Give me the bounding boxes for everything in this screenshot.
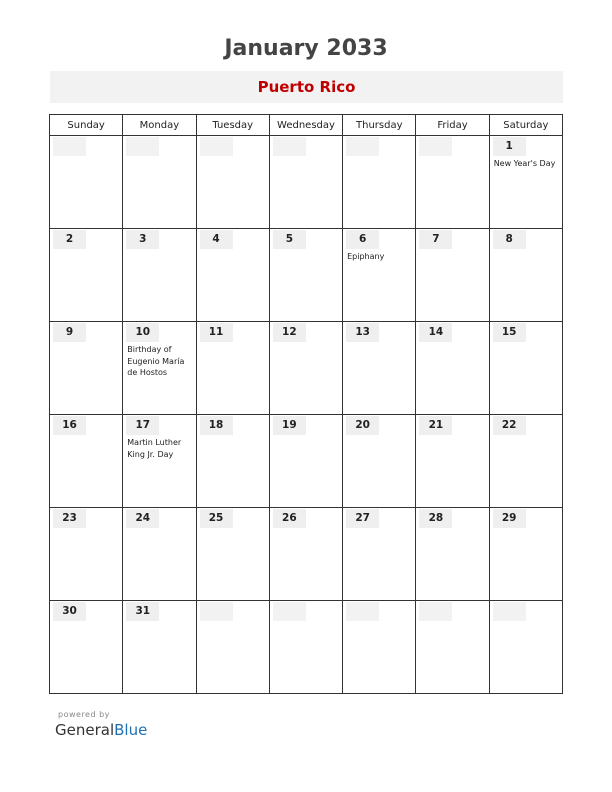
day-cell — [269, 322, 342, 415]
day-number: 17 — [126, 416, 159, 435]
day-cell — [50, 508, 123, 601]
week-row — [50, 322, 563, 415]
empty-day-box — [273, 137, 306, 156]
day-cell — [196, 415, 269, 508]
empty-day-box — [126, 137, 159, 156]
brand-blue: Blue — [114, 721, 148, 739]
day-cell — [343, 601, 416, 694]
day-cell — [343, 136, 416, 229]
weekday-saturday: Saturday — [489, 115, 562, 136]
weekday-monday: Monday — [123, 115, 196, 136]
weekday-sunday: Sunday — [50, 115, 123, 136]
day-cell — [416, 601, 489, 694]
empty-day-box — [419, 137, 452, 156]
day-number: 14 — [419, 323, 452, 342]
powered-by-label: powered by — [58, 710, 110, 719]
day-cell — [416, 136, 489, 229]
day-cell — [50, 136, 123, 229]
day-number: 24 — [126, 509, 159, 528]
holiday-label: Epiphany — [347, 252, 385, 261]
day-number: 30 — [53, 602, 86, 621]
day-cell — [343, 508, 416, 601]
empty-day-box — [53, 137, 86, 156]
week-row — [50, 508, 563, 601]
holiday-label: Birthday of Eugenio María de Hostos — [127, 345, 185, 377]
day-cell — [416, 322, 489, 415]
day-cell — [343, 322, 416, 415]
day-number: 16 — [53, 416, 86, 435]
day-number: 8 — [493, 230, 526, 249]
empty-day-box — [493, 602, 526, 621]
weekday-header-row — [50, 115, 563, 136]
day-cell — [269, 601, 342, 694]
empty-day-box — [273, 602, 306, 621]
weekday-friday: Friday — [416, 115, 489, 136]
day-cell — [489, 136, 562, 229]
generalblue-logo — [55, 721, 147, 739]
region-name: Puerto Rico — [257, 78, 356, 96]
day-cell — [123, 601, 196, 694]
weekday-wednesday: Wednesday — [269, 115, 342, 136]
day-cell — [269, 508, 342, 601]
day-number: 1 — [493, 137, 526, 156]
weekday-tuesday: Tuesday — [196, 115, 269, 136]
day-cell — [50, 322, 123, 415]
day-number: 20 — [346, 416, 379, 435]
empty-day-box — [200, 137, 233, 156]
day-number: 7 — [419, 230, 452, 249]
day-number: 6 — [346, 230, 379, 249]
day-cell — [489, 508, 562, 601]
day-cell — [489, 322, 562, 415]
calendar-title: January 2033 — [224, 36, 388, 61]
holiday-label: Martin Luther King Jr. Day — [127, 438, 182, 459]
day-cell — [489, 415, 562, 508]
day-cell — [196, 229, 269, 322]
day-cell — [123, 508, 196, 601]
day-number: 21 — [419, 416, 452, 435]
week-row — [50, 136, 563, 229]
empty-day-box — [346, 137, 379, 156]
day-number: 31 — [126, 602, 159, 621]
day-cell — [50, 415, 123, 508]
day-cell — [196, 601, 269, 694]
day-number: 27 — [346, 509, 379, 528]
day-cell — [416, 508, 489, 601]
week-row — [50, 229, 563, 322]
day-number: 10 — [126, 323, 159, 342]
day-cell — [50, 601, 123, 694]
day-cell — [196, 322, 269, 415]
brand-general: General — [55, 721, 115, 739]
day-number: 2 — [53, 230, 86, 249]
day-number: 11 — [200, 323, 233, 342]
day-number: 15 — [493, 323, 526, 342]
calendar-grid — [49, 114, 563, 694]
day-number: 5 — [273, 230, 306, 249]
day-number: 9 — [53, 323, 86, 342]
day-number: 28 — [419, 509, 452, 528]
day-number: 22 — [493, 416, 526, 435]
day-cell — [269, 415, 342, 508]
empty-day-box — [419, 602, 452, 621]
day-cell — [269, 136, 342, 229]
day-number: 26 — [273, 509, 306, 528]
day-cell — [343, 415, 416, 508]
day-number: 4 — [200, 230, 233, 249]
day-cell — [416, 415, 489, 508]
day-cell — [489, 229, 562, 322]
empty-day-box — [346, 602, 379, 621]
week-row — [50, 415, 563, 508]
day-cell — [123, 322, 196, 415]
region-banner — [50, 71, 563, 103]
empty-day-box — [200, 602, 233, 621]
day-number: 3 — [126, 230, 159, 249]
day-number: 18 — [200, 416, 233, 435]
day-number: 13 — [346, 323, 379, 342]
day-cell — [50, 229, 123, 322]
day-cell — [343, 229, 416, 322]
holiday-label: New Year's Day — [493, 159, 556, 168]
day-number: 23 — [53, 509, 86, 528]
day-cell — [123, 415, 196, 508]
day-cell — [123, 229, 196, 322]
day-cell — [196, 508, 269, 601]
day-cell — [416, 229, 489, 322]
day-number: 19 — [273, 416, 306, 435]
day-cell — [489, 601, 562, 694]
day-cell — [269, 229, 342, 322]
day-number: 29 — [493, 509, 526, 528]
day-number: 25 — [200, 509, 233, 528]
day-number: 12 — [273, 323, 306, 342]
weekday-thursday: Thursday — [343, 115, 416, 136]
week-row — [50, 601, 563, 694]
day-cell — [196, 136, 269, 229]
day-cell — [123, 136, 196, 229]
calendar-body — [50, 136, 563, 694]
